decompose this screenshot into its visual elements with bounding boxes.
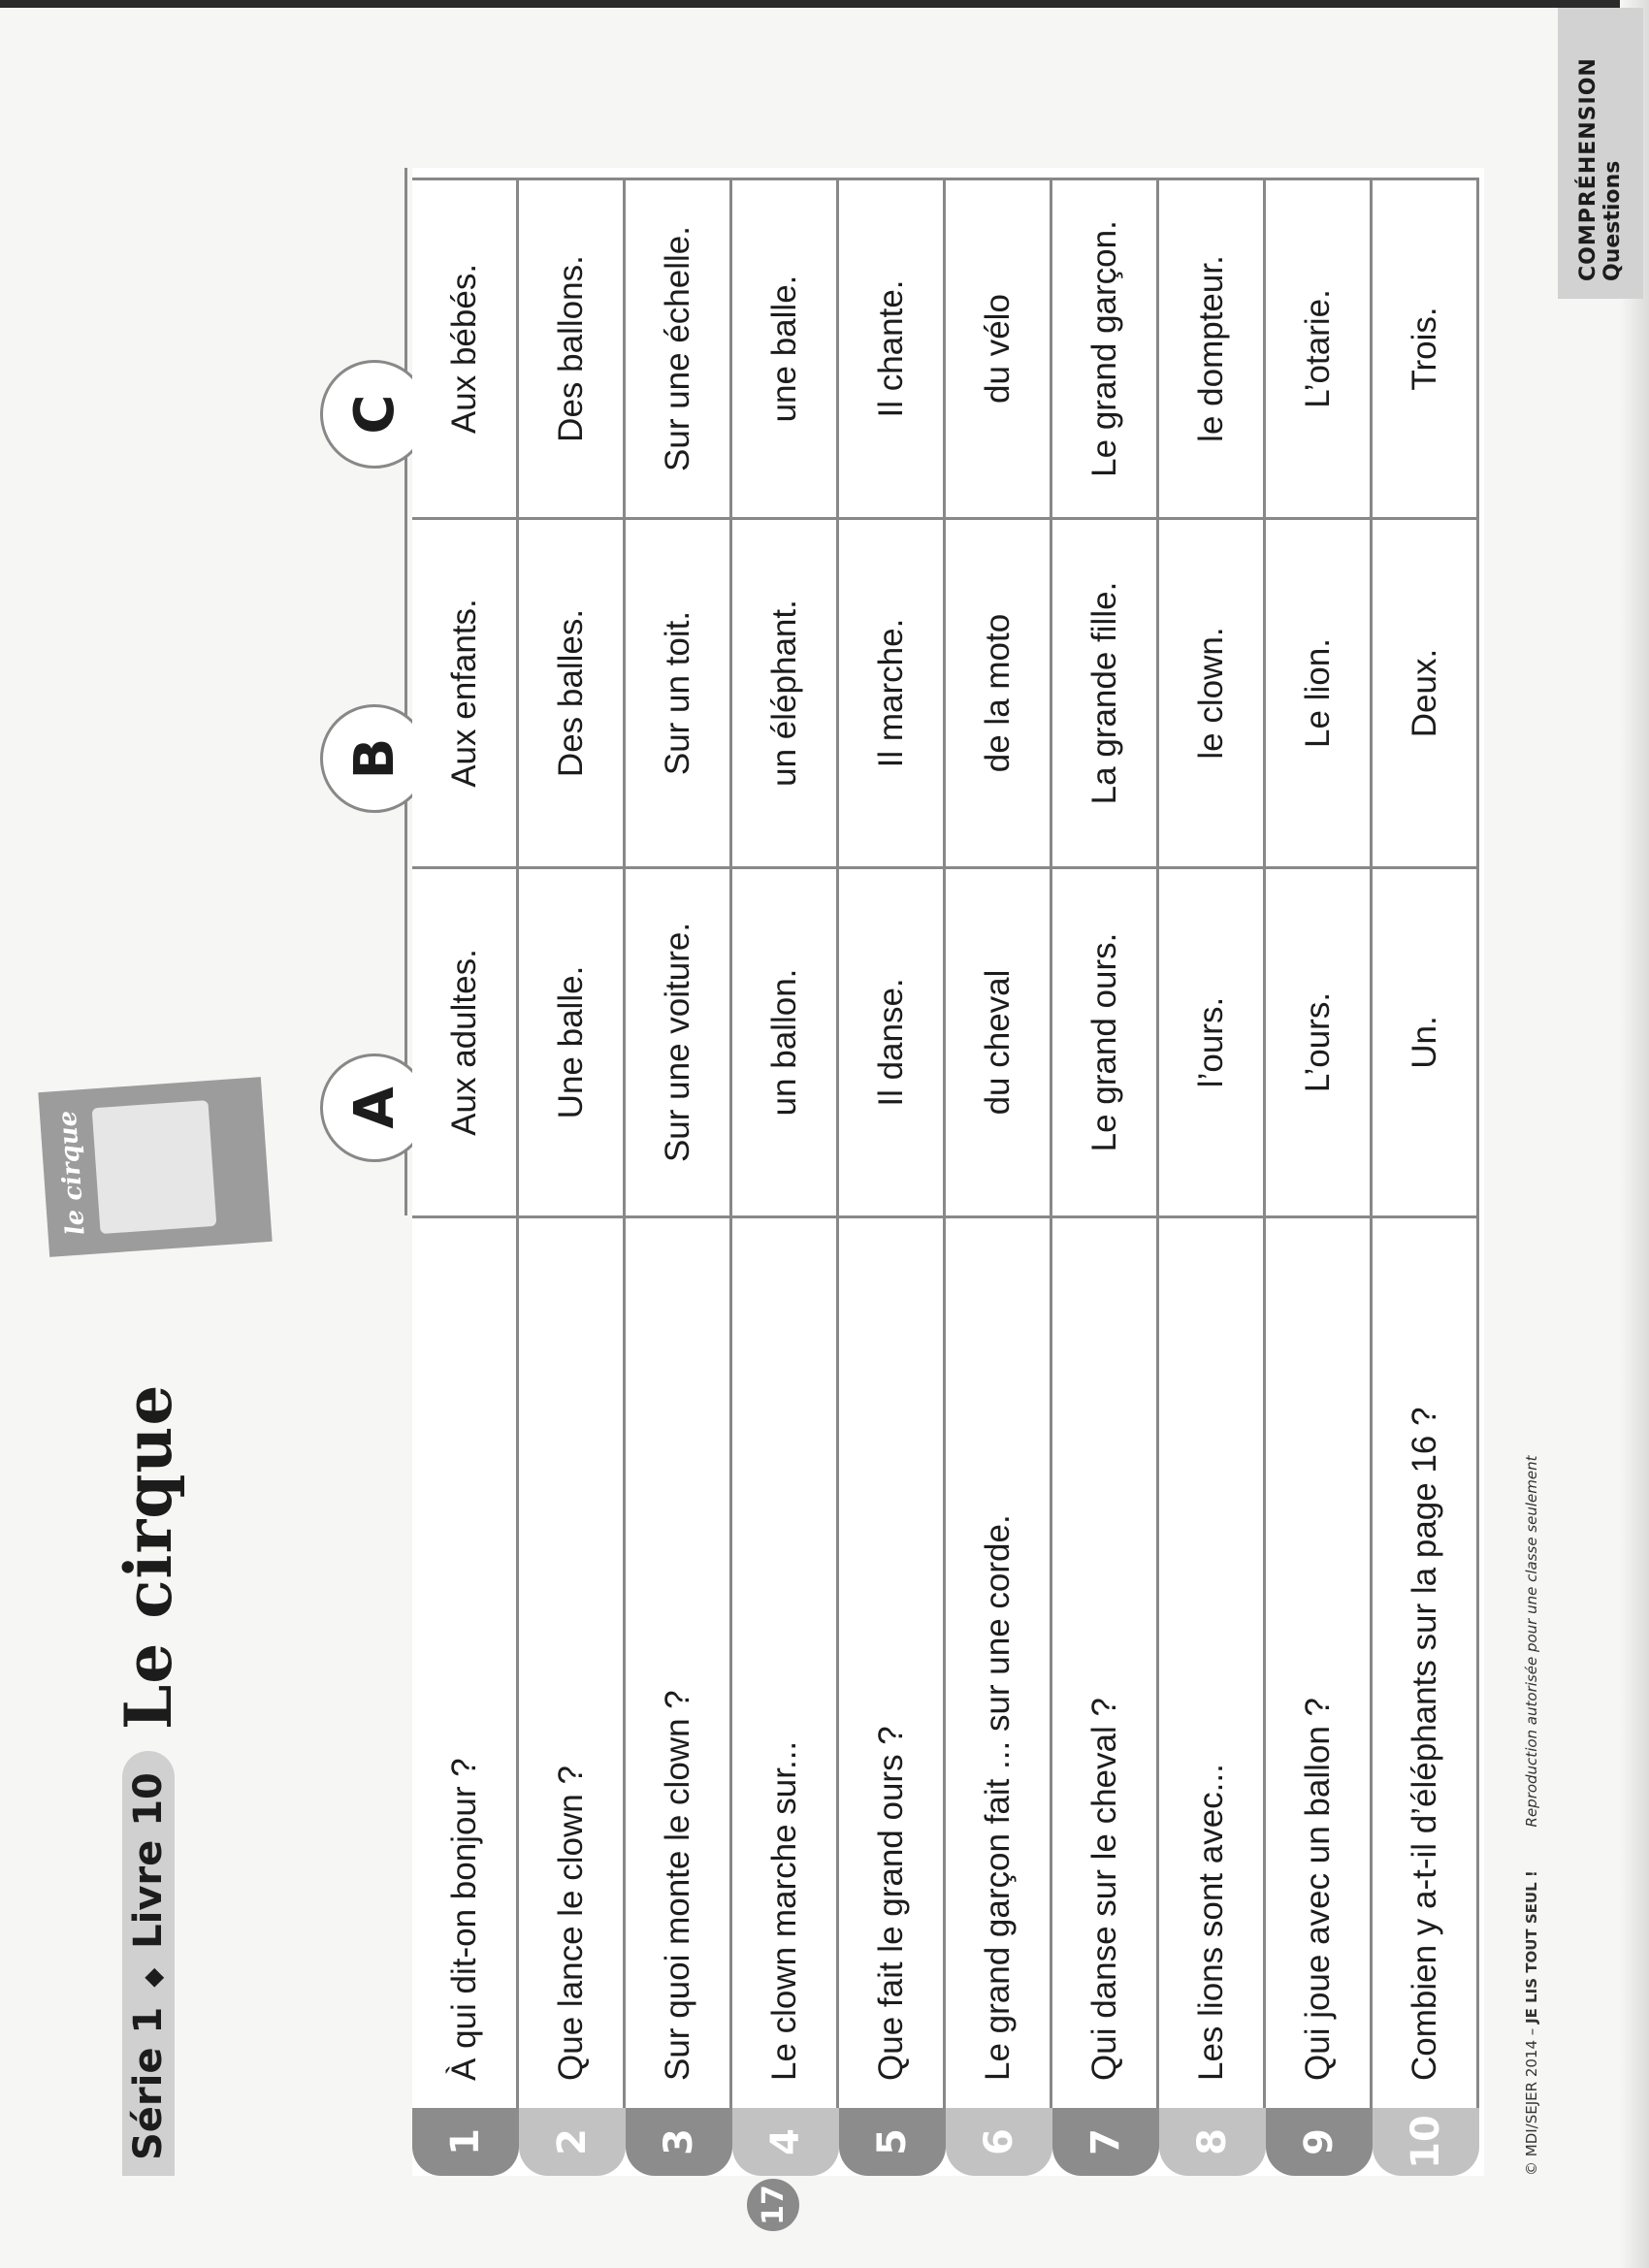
page-number: 17 <box>747 2179 799 2231</box>
answer-c[interactable]: du vélo <box>946 178 1052 517</box>
answer-c[interactable]: Sur une échelle. <box>626 178 732 517</box>
question-number: 9 <box>1266 2108 1373 2176</box>
question-text: Sur quoi monte le clown ? <box>626 1215 732 2108</box>
footer-copyright: © MDI/SEJER 2014 – <box>1523 2023 1540 2176</box>
question-number: 1 <box>412 2108 519 2176</box>
answer-c[interactable]: L’otarie. <box>1266 178 1373 517</box>
footer <box>1523 1456 1540 2177</box>
table-row <box>1373 168 1479 2176</box>
table-row <box>1266 168 1373 2176</box>
answer-b[interactable]: le clown. <box>1159 517 1266 866</box>
column-header-c: C <box>320 360 429 469</box>
answer-c[interactable]: Aux bébés. <box>412 178 519 517</box>
table-row <box>732 168 839 2176</box>
answer-b[interactable]: Des balles. <box>519 517 626 866</box>
questions-table <box>412 168 1484 2176</box>
table-row <box>1052 168 1159 2176</box>
answer-a[interactable]: l’ours. <box>1159 866 1266 1215</box>
answer-a[interactable]: L’ours. <box>1266 866 1373 1215</box>
answer-a[interactable]: Aux adultes. <box>412 866 519 1215</box>
table-row <box>412 168 519 2176</box>
question-number: 4 <box>732 2108 839 2176</box>
answer-a[interactable]: Le grand ours. <box>1052 866 1159 1215</box>
book-cover-illustration <box>92 1100 217 1234</box>
answer-header-line <box>404 168 407 1215</box>
footer-notice: Reproduction autorisée pour une classe seulement <box>1523 1455 1540 1828</box>
answer-a[interactable]: Il danse. <box>839 866 946 1215</box>
answer-a[interactable]: un ballon. <box>732 866 839 1215</box>
answer-b[interactable]: Aux enfants. <box>412 517 519 866</box>
question-text: Le grand garçon fait ... sur une corde. <box>946 1215 1052 2108</box>
question-number: 6 <box>946 2108 1052 2176</box>
question-text: Le clown marche sur... <box>732 1215 839 2108</box>
question-number: 7 <box>1052 2108 1159 2176</box>
answer-a[interactable]: du cheval <box>946 866 1052 1215</box>
table-row <box>626 168 732 2176</box>
table-row <box>839 168 946 2176</box>
answer-a[interactable]: Une balle. <box>519 866 626 1215</box>
series-badge <box>122 1751 175 2176</box>
answer-a[interactable]: Sur une voiture. <box>626 866 732 1215</box>
answer-b[interactable]: Deux. <box>1373 517 1479 866</box>
question-text: Les lions sont avec... <box>1159 1215 1266 2108</box>
question-text: Que fait le grand ours ? <box>839 1215 946 2108</box>
answer-c[interactable]: le dompteur. <box>1159 178 1266 517</box>
question-number: 3 <box>626 2108 732 2176</box>
section-tab-subtitle: Questions <box>1600 160 1625 281</box>
answer-c[interactable]: Des ballons. <box>519 178 626 517</box>
answer-b[interactable]: Sur un toit. <box>626 517 732 866</box>
question-text: Qui danse sur le cheval ? <box>1052 1215 1159 2108</box>
series-label: Série 1 <box>126 2006 171 2160</box>
question-text: Combien y a-t-il d’éléphants sur la page 16 ? <box>1373 1215 1479 2108</box>
answer-b[interactable]: un éléphant. <box>732 517 839 866</box>
table-row <box>519 168 626 2176</box>
question-text: Qui joue avec un ballon ? <box>1266 1215 1373 2108</box>
answer-b[interactable]: Il marche. <box>839 517 946 866</box>
footer-brand: JE LIS TOUT SEUL ! <box>1523 1870 1540 2024</box>
table-row <box>1159 168 1266 2176</box>
answer-b[interactable]: de la moto <box>946 517 1052 866</box>
column-header-a: A <box>320 1053 429 1162</box>
answer-c[interactable]: une balle. <box>732 178 839 517</box>
column-header-b: B <box>320 704 429 813</box>
diamond-icon: ◆ <box>139 1967 168 1988</box>
answer-b[interactable]: La grande fille. <box>1052 517 1159 866</box>
book-cover-title: le cirque <box>52 1109 91 1237</box>
book-cover-image <box>38 1077 272 1257</box>
question-number: 8 <box>1159 2108 1266 2176</box>
answer-a[interactable]: Un. <box>1373 866 1479 1215</box>
section-tab-title: COMPRÉHENSION <box>1576 57 1600 281</box>
table-row <box>946 168 1052 2176</box>
question-number: 10 <box>1373 2108 1479 2176</box>
book-label: Livre 10 <box>126 1772 171 1949</box>
answer-c[interactable]: Trois. <box>1373 178 1479 517</box>
question-number: 2 <box>519 2108 626 2176</box>
section-tab <box>1558 8 1643 299</box>
question-number: 5 <box>839 2108 946 2176</box>
question-text: À qui dit-on bonjour ? <box>412 1215 519 2108</box>
question-text: Que lance le clown ? <box>519 1215 626 2108</box>
title-bar <box>111 1383 186 2176</box>
answer-c[interactable]: Il chante. <box>839 178 946 517</box>
page-title: Le cirque <box>111 1383 186 1731</box>
answer-c[interactable]: Le grand garçon. <box>1052 178 1159 517</box>
answer-b[interactable]: Le lion. <box>1266 517 1373 866</box>
